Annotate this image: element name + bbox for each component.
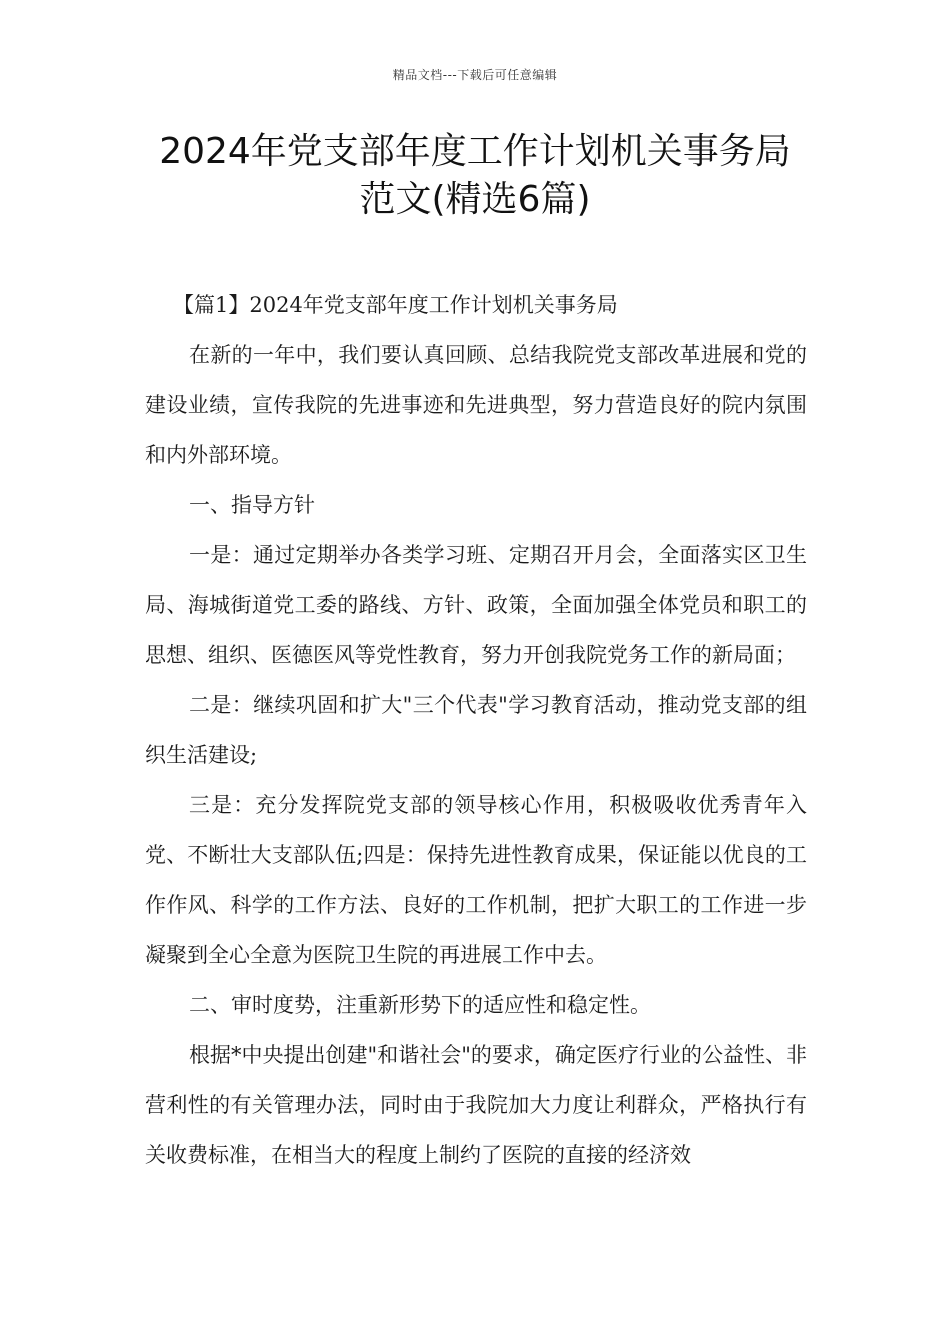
title-line-1: 2024年党支部年度工作计划机关事务局	[159, 131, 791, 172]
paragraph: 一是：通过定期举办各类学习班、定期召开月会，全面落实区卫生局、海城街道党工委的路线、方针、政策，全面加强全体党员和职工的思想、组织、医德医风等党性教育，努力开创我院党务工作的新局面；	[145, 543, 807, 667]
section-heading-situation: 二、审时度势，注重新形势下的适应性和稳定性。	[189, 993, 651, 1017]
section-heading-chapter-1: 【篇1】2024年党支部年度工作计划机关事务局	[173, 293, 618, 317]
document-body	[145, 280, 807, 1180]
paragraph: 在新的一年中，我们要认真回顾、总结我院党支部改革进展和党的建设业绩，宣传我院的先进事迹和先进典型，努力营造良好的院内氛围和内外部环境。	[145, 343, 807, 467]
paragraph: 三是：充分发挥院党支部的领导核心作用，积极吸收优秀青年入党、不断壮大支部队伍;四是：保持先进性教育成果，保证能以优良的工作作风、科学的工作方法、良好的工作机制，把扩大职工的工作进一步凝聚到全心全意为医院卫生院的再进展工作中去。	[145, 793, 807, 967]
section-heading-guideline: 一、指导方针	[189, 493, 315, 517]
paragraph: 根据*中央提出创建"和谐社会"的要求，确定医疗行业的公益性、非营利性的有关管理办法，同时由于我院加大力度让利群众，严格执行有关收费标准，在相当大的程度上制约了医院的直接的经济效	[145, 1043, 807, 1167]
paragraph: 二是：继续巩固和扩大"三个代表"学习教育活动，推动党支部的组织生活建设;	[145, 693, 807, 767]
document-title	[110, 128, 840, 224]
header-note: 精品文档---下载后可任意编辑	[392, 68, 558, 82]
title-line-2: 范文(精选6篇)	[359, 179, 591, 220]
